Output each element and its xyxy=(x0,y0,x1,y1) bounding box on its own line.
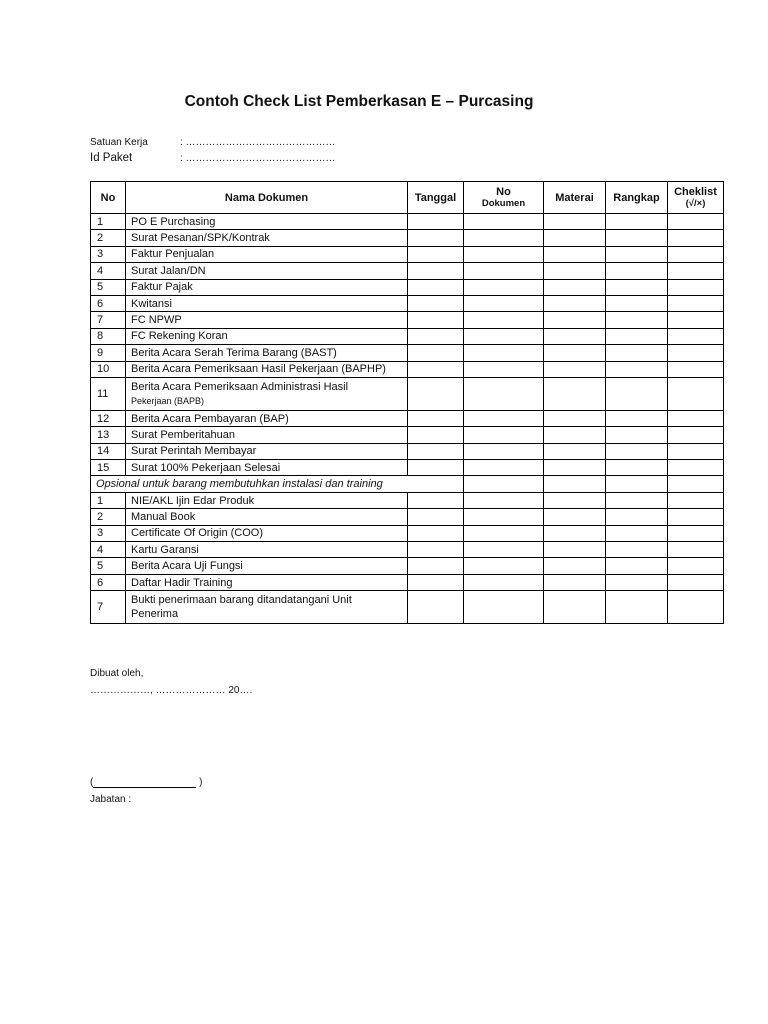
cell-no-dokumen[interactable] xyxy=(464,295,544,311)
cell-no-dokumen[interactable] xyxy=(464,279,544,295)
document-name: NIE/AKL Ijin Edar Produk xyxy=(131,494,255,507)
cell-nama-dokumen xyxy=(126,427,408,443)
cell-tanggal[interactable] xyxy=(408,345,464,361)
cell-nama-dokumen xyxy=(126,279,408,295)
cell-no: 5 xyxy=(91,558,126,574)
cell-no: 13 xyxy=(91,427,126,443)
cell-nama-dokumen xyxy=(126,443,408,459)
meta-value: : ……………………………………… xyxy=(180,153,336,164)
table-row xyxy=(91,377,724,410)
cell-no-dokumen[interactable] xyxy=(464,460,544,476)
header-no-dokumen xyxy=(464,182,544,214)
cell-no-dokumen[interactable] xyxy=(464,246,544,262)
cell-no: 14 xyxy=(91,443,126,459)
document-name: Faktur Pajak xyxy=(131,281,193,294)
document-name: Berita Acara Serah Terima Barang (BAST) xyxy=(131,346,337,359)
cell-materai[interactable] xyxy=(544,492,606,508)
cell-no: 7 xyxy=(91,312,126,328)
cell-no: 2 xyxy=(91,509,126,525)
cell-checklist[interactable] xyxy=(668,328,724,344)
table-row xyxy=(91,558,724,574)
close-paren: ) xyxy=(199,777,203,788)
table-row xyxy=(91,246,724,262)
document-name: FC Rekening Koran xyxy=(131,330,228,343)
cell-checklist[interactable] xyxy=(668,361,724,377)
meta-id-paket xyxy=(90,152,336,164)
cell-checklist[interactable] xyxy=(668,460,724,476)
header-no: No xyxy=(91,182,126,214)
cell-nama-dokumen xyxy=(126,591,408,624)
cell-checklist[interactable] xyxy=(668,427,724,443)
cell-tanggal[interactable] xyxy=(408,230,464,246)
table-row xyxy=(91,214,724,230)
cell-no-dokumen[interactable] xyxy=(464,214,544,230)
cell-no-dokumen[interactable] xyxy=(464,509,544,525)
document-name: Berita Acara Uji Fungsi xyxy=(131,560,243,573)
cell-rangkap[interactable] xyxy=(606,328,668,344)
cell-checklist[interactable] xyxy=(668,263,724,279)
meta-label: Id Paket xyxy=(90,152,133,164)
cell-tanggal[interactable] xyxy=(408,410,464,426)
cell-no: 7 xyxy=(91,591,126,624)
cell-no-dokumen[interactable] xyxy=(464,558,544,574)
cell-materai[interactable] xyxy=(544,328,606,344)
cell-checklist[interactable] xyxy=(668,345,724,361)
cell-checklist[interactable] xyxy=(668,492,724,508)
cell-checklist[interactable] xyxy=(668,377,724,410)
cell-tanggal[interactable] xyxy=(408,591,464,624)
cell-materai[interactable] xyxy=(544,574,606,590)
cell-rangkap[interactable] xyxy=(606,345,668,361)
cell-checklist[interactable] xyxy=(668,279,724,295)
signature-blank xyxy=(93,777,196,788)
cell-checklist[interactable] xyxy=(668,312,724,328)
cell-rangkap[interactable] xyxy=(606,410,668,426)
header-checklist xyxy=(668,182,724,214)
header-nama-dokumen: Nama Dokumen xyxy=(126,182,408,214)
cell-tanggal[interactable] xyxy=(408,214,464,230)
cell-no: 9 xyxy=(91,345,126,361)
cell-tanggal[interactable] xyxy=(408,443,464,459)
table-row xyxy=(91,263,724,279)
table-row xyxy=(91,574,724,590)
header-rangkap: Rangkap xyxy=(606,182,668,214)
cell-materai[interactable] xyxy=(544,443,606,459)
header-no-dokumen-line1: No xyxy=(496,186,511,198)
open-paren: ( xyxy=(90,777,94,788)
cell-tanggal[interactable] xyxy=(408,460,464,476)
meta-value: : ……………………………………… xyxy=(180,137,336,148)
table-row xyxy=(91,591,724,624)
table-row xyxy=(91,279,724,295)
cell-rangkap[interactable] xyxy=(606,542,668,558)
cell-materai[interactable] xyxy=(544,558,606,574)
table-row xyxy=(91,345,724,361)
cell-nama-dokumen xyxy=(126,377,408,410)
position-label: Jabatan : xyxy=(90,794,132,805)
signature-name-line xyxy=(90,777,202,788)
cell-nama-dokumen xyxy=(126,558,408,574)
table-row xyxy=(91,361,724,377)
cell-nama-dokumen xyxy=(126,492,408,508)
cell-rangkap[interactable] xyxy=(606,230,668,246)
cell-materai[interactable] xyxy=(544,263,606,279)
cell-checklist[interactable] xyxy=(668,558,724,574)
document-name: Surat Pesanan/SPK/Kontrak xyxy=(131,232,270,245)
cell-checklist[interactable] xyxy=(668,295,724,311)
document-name: PO E Purchasing xyxy=(131,215,216,228)
table-header-row xyxy=(91,182,724,214)
cell-tanggal[interactable] xyxy=(408,574,464,590)
cell-no-dokumen[interactable] xyxy=(464,263,544,279)
cell-materai[interactable] xyxy=(544,279,606,295)
cell-materai[interactable] xyxy=(544,427,606,443)
cell-materai[interactable] xyxy=(544,410,606,426)
cell-rangkap[interactable] xyxy=(606,492,668,508)
table-row xyxy=(91,460,724,476)
cell-materai[interactable] xyxy=(544,509,606,525)
cell-checklist[interactable] xyxy=(668,246,724,262)
document-name: Surat 100% Pekerjaan Selesai xyxy=(131,461,281,474)
cell-no-dokumen[interactable] xyxy=(464,525,544,541)
document-title: Contoh Check List Pemberkasan E – Purcasing xyxy=(184,93,534,110)
header-tanggal: Tanggal xyxy=(408,182,464,214)
cell-rangkap[interactable] xyxy=(606,558,668,574)
cell-no: 1 xyxy=(91,214,126,230)
cell-nama-dokumen xyxy=(126,410,408,426)
section-label: Opsional untuk barang membutuhkan instalasi dan training xyxy=(91,476,464,492)
document-name: Faktur Penjualan xyxy=(131,248,215,261)
header-materai: Materai xyxy=(544,182,606,214)
cell-checklist[interactable] xyxy=(668,443,724,459)
cell-no-dokumen[interactable] xyxy=(464,230,544,246)
cell-no-dokumen[interactable] xyxy=(464,591,544,624)
cell-no-dokumen xyxy=(464,476,544,492)
cell-no-dokumen[interactable] xyxy=(464,492,544,508)
document-name: Kwitansi xyxy=(131,297,172,310)
cell-rangkap[interactable] xyxy=(606,279,668,295)
table-row xyxy=(91,295,724,311)
document-name: Surat Pemberitahuan xyxy=(131,428,235,441)
cell-rangkap[interactable] xyxy=(606,214,668,230)
cell-checklist xyxy=(668,476,724,492)
cell-no-dokumen[interactable] xyxy=(464,328,544,344)
cell-rangkap[interactable] xyxy=(606,312,668,328)
cell-rangkap[interactable] xyxy=(606,574,668,590)
cell-materai[interactable] xyxy=(544,377,606,410)
document-name: Surat Jalan/DN xyxy=(131,264,206,277)
cell-nama-dokumen xyxy=(126,460,408,476)
table-row xyxy=(91,542,724,558)
cell-rangkap[interactable] xyxy=(606,246,668,262)
meta-satuan-kerja xyxy=(90,137,336,148)
cell-checklist[interactable] xyxy=(668,542,724,558)
cell-materai[interactable] xyxy=(544,295,606,311)
document-name: Berita Acara Pemeriksaan Hasil Pekerjaan (BAPHP) xyxy=(131,363,386,376)
cell-nama-dokumen xyxy=(126,361,408,377)
table-row xyxy=(91,312,724,328)
cell-no-dokumen[interactable] xyxy=(464,443,544,459)
cell-no: 15 xyxy=(91,460,126,476)
cell-rangkap[interactable] xyxy=(606,509,668,525)
cell-checklist[interactable] xyxy=(668,525,724,541)
section-row xyxy=(91,476,724,492)
document-name-continued: Penerima xyxy=(131,608,179,621)
cell-nama-dokumen xyxy=(126,328,408,344)
cell-nama-dokumen xyxy=(126,214,408,230)
cell-tanggal[interactable] xyxy=(408,246,464,262)
cell-tanggal[interactable] xyxy=(408,312,464,328)
table-row xyxy=(91,525,724,541)
cell-checklist[interactable] xyxy=(668,509,724,525)
cell-no-dokumen[interactable] xyxy=(464,312,544,328)
cell-tanggal[interactable] xyxy=(408,509,464,525)
table-row xyxy=(91,427,724,443)
cell-no: 10 xyxy=(91,361,126,377)
table-row xyxy=(91,410,724,426)
cell-rangkap[interactable] xyxy=(606,377,668,410)
document-name: Daftar Hadir Training xyxy=(131,576,233,589)
cell-no: 4 xyxy=(91,542,126,558)
cell-no-dokumen[interactable] xyxy=(464,542,544,558)
cell-tanggal[interactable] xyxy=(408,525,464,541)
cell-materai[interactable] xyxy=(544,525,606,541)
cell-materai[interactable] xyxy=(544,246,606,262)
cell-rangkap[interactable] xyxy=(606,361,668,377)
cell-materai xyxy=(544,476,606,492)
cell-no: 1 xyxy=(91,492,126,508)
meta-label: Satuan Kerja xyxy=(90,137,148,148)
cell-rangkap xyxy=(606,476,668,492)
cell-nama-dokumen xyxy=(126,230,408,246)
document-name: Bukti penerimaan barang ditandatangani Unit xyxy=(131,594,352,607)
cell-tanggal[interactable] xyxy=(408,492,464,508)
cell-no-dokumen[interactable] xyxy=(464,410,544,426)
cell-no-dokumen[interactable] xyxy=(464,574,544,590)
table-row xyxy=(91,328,724,344)
document-name: Surat Perintah Membayar xyxy=(131,445,257,458)
cell-no: 6 xyxy=(91,295,126,311)
table-row xyxy=(91,230,724,246)
cell-rangkap[interactable] xyxy=(606,263,668,279)
cell-no-dokumen[interactable] xyxy=(464,345,544,361)
table-row xyxy=(91,443,724,459)
cell-tanggal[interactable] xyxy=(408,377,464,410)
cell-nama-dokumen xyxy=(126,542,408,558)
document-name: Kartu Garansi xyxy=(131,543,199,556)
cell-rangkap[interactable] xyxy=(606,427,668,443)
table-row xyxy=(91,492,724,508)
header-no-dokumen-line2: Dokumen xyxy=(481,198,526,209)
cell-checklist[interactable] xyxy=(668,410,724,426)
cell-materai[interactable] xyxy=(544,591,606,624)
cell-rangkap[interactable] xyxy=(606,460,668,476)
cell-rangkap[interactable] xyxy=(606,591,668,624)
made-by-label: Dibuat oleh, xyxy=(90,668,144,679)
cell-no: 8 xyxy=(91,328,126,344)
cell-no: 11 xyxy=(91,377,126,410)
cell-materai[interactable] xyxy=(544,361,606,377)
cell-checklist[interactable] xyxy=(668,214,724,230)
cell-rangkap[interactable] xyxy=(606,443,668,459)
checklist-table xyxy=(90,181,724,624)
cell-nama-dokumen xyxy=(126,312,408,328)
cell-no: 3 xyxy=(91,525,126,541)
cell-materai[interactable] xyxy=(544,542,606,558)
cell-nama-dokumen xyxy=(126,525,408,541)
cell-no: 6 xyxy=(91,574,126,590)
document-name: Manual Book xyxy=(131,510,196,523)
cell-tanggal[interactable] xyxy=(408,328,464,344)
cell-materai[interactable] xyxy=(544,230,606,246)
cell-materai[interactable] xyxy=(544,460,606,476)
cell-tanggal[interactable] xyxy=(408,427,464,443)
cell-materai[interactable] xyxy=(544,214,606,230)
cell-nama-dokumen xyxy=(126,574,408,590)
cell-no: 5 xyxy=(91,279,126,295)
cell-checklist[interactable] xyxy=(668,230,724,246)
cell-tanggal[interactable] xyxy=(408,542,464,558)
cell-nama-dokumen xyxy=(126,345,408,361)
place-date-line: ………………, ………………… 20…. xyxy=(90,685,253,696)
cell-no-dokumen[interactable] xyxy=(464,377,544,410)
cell-materai[interactable] xyxy=(544,312,606,328)
document-name: FC NPWP xyxy=(131,314,182,327)
cell-tanggal[interactable] xyxy=(408,361,464,377)
cell-no: 3 xyxy=(91,246,126,262)
cell-materai[interactable] xyxy=(544,345,606,361)
document-name: Berita Acara Pemeriksaan Administrasi Hasil xyxy=(131,380,349,393)
cell-tanggal[interactable] xyxy=(408,279,464,295)
table-row xyxy=(91,509,724,525)
cell-nama-dokumen xyxy=(126,246,408,262)
cell-checklist[interactable] xyxy=(668,574,724,590)
document-name: Berita Acara Pembayaran (BAP) xyxy=(131,412,289,425)
cell-no: 2 xyxy=(91,230,126,246)
cell-tanggal[interactable] xyxy=(408,263,464,279)
cell-tanggal[interactable] xyxy=(408,558,464,574)
cell-no: 12 xyxy=(91,410,126,426)
cell-nama-dokumen xyxy=(126,509,408,525)
cell-rangkap[interactable] xyxy=(606,525,668,541)
cell-rangkap[interactable] xyxy=(606,295,668,311)
cell-nama-dokumen xyxy=(126,295,408,311)
cell-no: 4 xyxy=(91,263,126,279)
cell-nama-dokumen xyxy=(126,263,408,279)
document-name-continued: Pekerjaan (BAPB) xyxy=(131,395,205,406)
cell-tanggal[interactable] xyxy=(408,295,464,311)
document-name: Certificate Of Origin (COO) xyxy=(131,527,264,540)
header-checklist-line2: (√/×) xyxy=(685,198,706,209)
cell-no-dokumen[interactable] xyxy=(464,361,544,377)
cell-checklist[interactable] xyxy=(668,591,724,624)
header-checklist-line1: Cheklist xyxy=(674,186,717,198)
cell-no-dokumen[interactable] xyxy=(464,427,544,443)
